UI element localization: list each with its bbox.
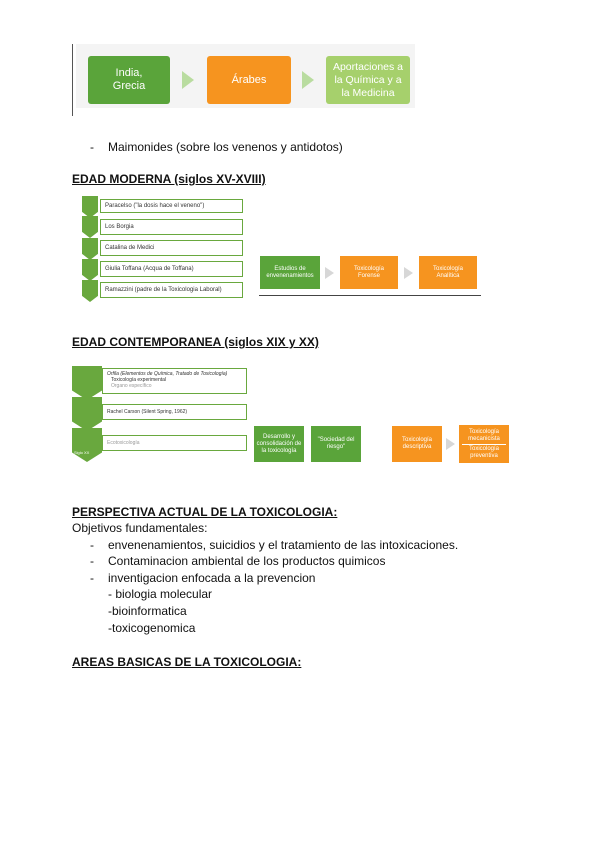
moderna-item-borgia: Los Borgia: [100, 219, 243, 235]
heading-areas-basicas: AREAS BASICAS DE LA TOXICOLOGIA:: [72, 655, 302, 669]
contemporanea-chevron-1: [72, 366, 102, 400]
bullet-inventigacion: inventigacion enfocada a la prevencion: [108, 571, 316, 585]
heading-edad-contemporanea: EDAD CONTEMPORANEA (siglos XIX y XX): [72, 335, 319, 349]
contemporanea-arrow: [446, 438, 455, 450]
moderna-item-medici: Catalina de Medici: [100, 240, 243, 256]
flow-box-arabes: Árabes: [207, 56, 291, 104]
bullet-dash-1: -: [90, 538, 94, 552]
chevron-3: [82, 238, 98, 260]
box-sociedad-riesgo: "Sociedad del riesgo": [311, 426, 361, 462]
moderna-flow-rule: [259, 295, 481, 296]
subitem-toxicogenomica: -toxicogenomica: [108, 621, 196, 635]
chevron-2: [82, 216, 98, 238]
top-flow-diagram: [76, 44, 415, 108]
box-desarrollo: Desarrollo y consolidación de la toxicología: [254, 426, 304, 462]
contemporanea-chevron-list: [72, 366, 250, 464]
box-tox-preventiva: Toxicología preventiva: [468, 445, 500, 459]
heading-perspectiva: PERSPECTIVA ACTUAL DE LA TOXICOLOGIA:: [72, 505, 338, 519]
chevron-1: [82, 196, 98, 218]
flow-box-forense: Toxicología Forense: [340, 256, 398, 289]
flow-box-aportaciones: Aportaciones a la Química y a la Medicina: [326, 56, 410, 104]
bullet-contaminacion: Contaminacion ambiental de los productos quimicos: [108, 554, 386, 568]
maimonides-dash: -: [90, 140, 94, 154]
orfila-title: Orfila (Elementos de Química, Tratado de Toxicología): [107, 371, 228, 377]
bullet-envenenamientos: envenenamientos, suicidios y el tratamiento de las intoxicaciones.: [108, 538, 459, 552]
orfila-sub-1: Toxicología experimental: [111, 377, 167, 383]
flow-box-india: India, Grecia: [88, 56, 170, 104]
bullet-dash-2: -: [90, 554, 94, 568]
flow-arrow-1: [182, 71, 194, 89]
moderna-item-paracelso: Paracelso ("la dosis hace el veneno"): [100, 199, 243, 213]
orfila-sub-2: Organo específico: [111, 383, 152, 389]
contemporanea-chevron-3: [72, 428, 102, 462]
subitem-biologia: - biologia molecular: [108, 587, 213, 601]
contemporanea-item-orfila: [102, 368, 247, 394]
flow-box-estudios: Estudios de envenenamientos: [260, 256, 320, 289]
moderna-item-toffana: Giulia Toffana (Acqua de Toffana): [100, 261, 243, 277]
flow-arrow-2: [302, 71, 314, 89]
objetivos-subtitle: Objetivos fundamentales:: [72, 521, 208, 535]
moderna-chevron-list: [82, 196, 247, 304]
subitem-bioinformatica: -bioinformatica: [108, 604, 187, 618]
chevron-5: [82, 280, 98, 302]
moderna-flow-arrow-1: [325, 267, 334, 279]
maimonides-text: Maimonides (sobre los venenos y antidotos): [108, 140, 343, 154]
box-tox-mecanicista-preventiva: [459, 425, 509, 463]
chevron-4: [82, 259, 98, 281]
contemporanea-item-ecotox: Ecotoxicología: [102, 435, 247, 451]
moderna-flow-arrow-2: [404, 267, 413, 279]
bullet-dash-3: -: [90, 571, 94, 585]
box-tox-descriptiva: Toxicología descriptiva: [392, 426, 442, 462]
moderna-item-ramazzini: Ramazzini (padre de la Toxicologia Laboral): [100, 282, 243, 298]
flow-box-analitica: Toxicología Analítica: [419, 256, 477, 289]
siglo-xx-label: Siglo XX: [74, 450, 90, 455]
top-left-rule: [72, 44, 73, 116]
moderna-flow: [257, 254, 481, 298]
heading-edad-moderna: EDAD MODERNA (siglos XV-XVIII): [72, 172, 266, 186]
box-tox-mecanicista: Toxicología mecanicista: [462, 429, 506, 445]
contemporanea-chevron-2: [72, 397, 102, 431]
contemporanea-item-carson: Rachel Carson (Silent Spring, 1962): [102, 404, 247, 420]
